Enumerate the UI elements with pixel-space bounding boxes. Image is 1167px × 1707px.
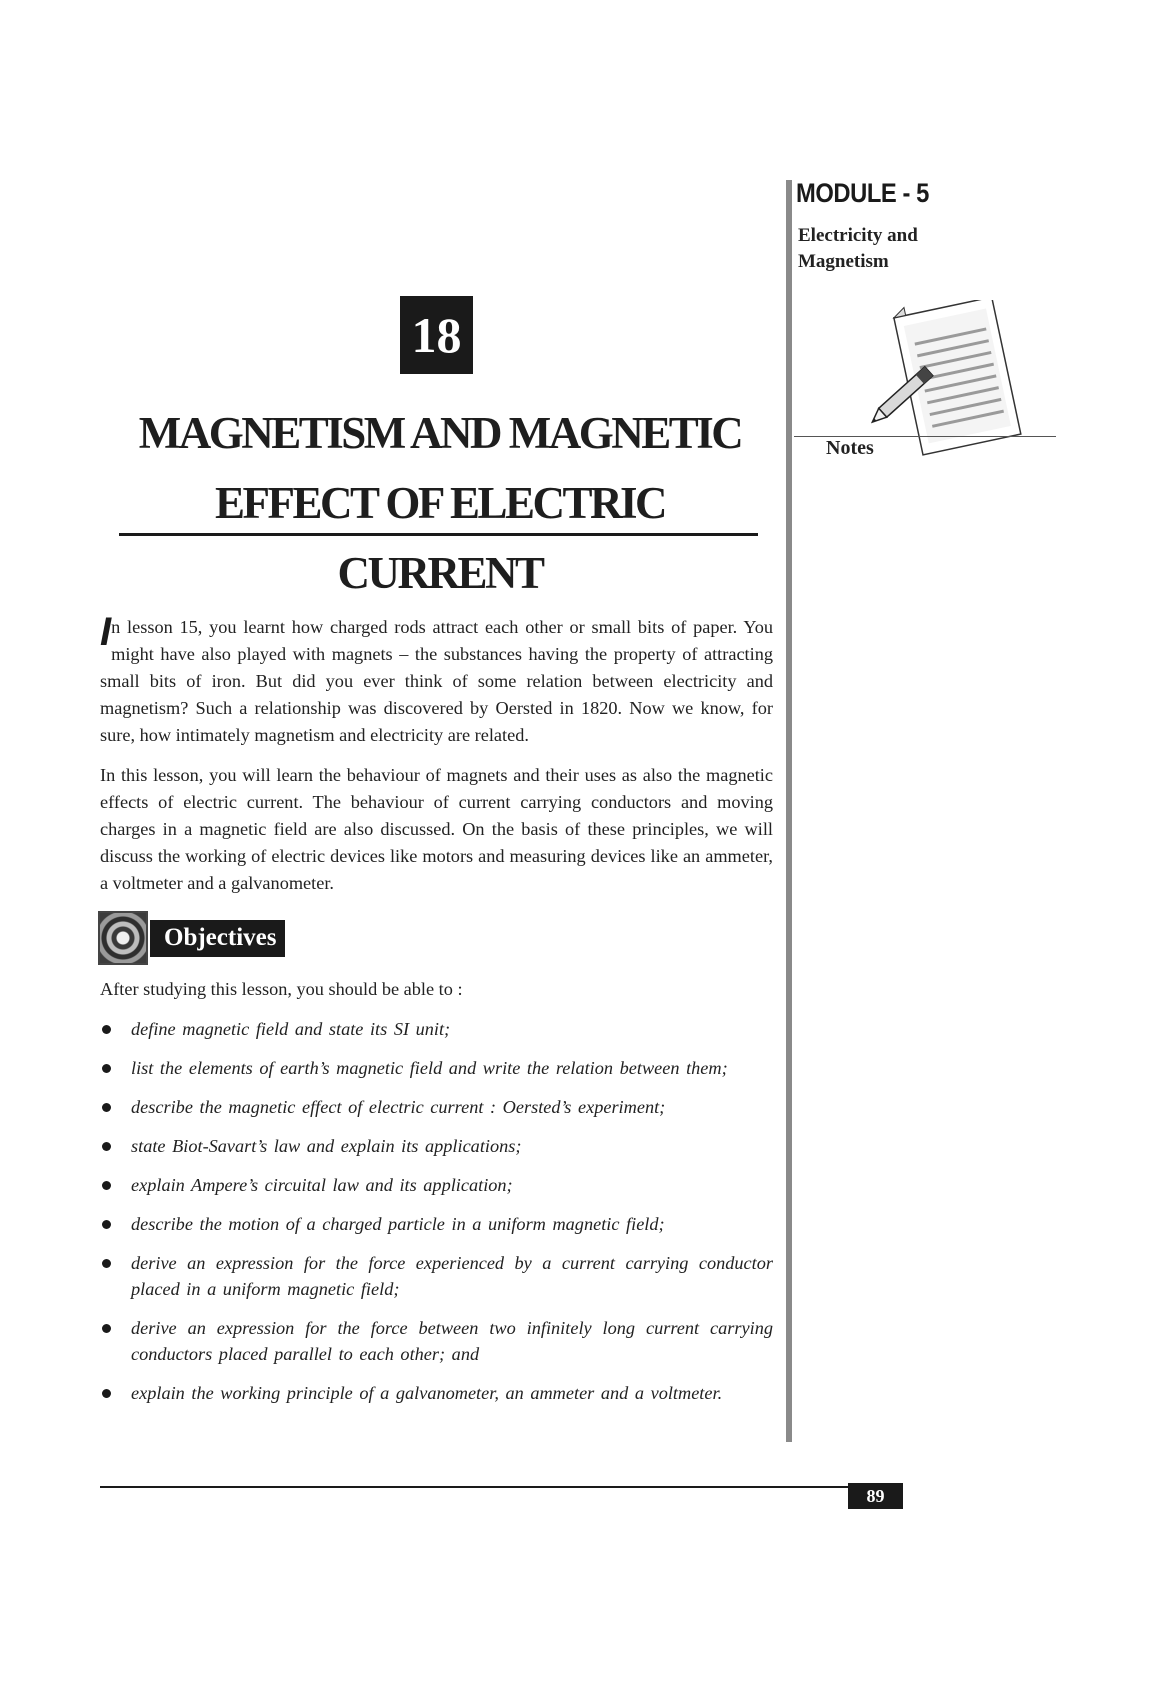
objectives-list <box>100 1016 773 1406</box>
chapter-title-line2: EFFECT OF ELECTRIC CURRENT <box>214 478 666 598</box>
bullet-icon <box>102 1025 111 1034</box>
bullet-icon <box>102 1324 111 1333</box>
footer-rule <box>100 1486 848 1488</box>
target-spiral-icon <box>98 911 148 965</box>
module-subject-line1: Electricity and <box>798 225 918 246</box>
objectives-heading: Objectives <box>150 920 285 957</box>
objectives-intro: After studying this lesson, you should be able to : <box>100 979 463 999</box>
objective-item: derive an expression for the force experienced by a current carrying conductor placed in a uniform magnetic field; <box>100 1250 773 1302</box>
bullet-icon <box>102 1389 111 1398</box>
objective-item: explain Ampere’s circuital law and its application; <box>100 1172 773 1198</box>
bullet-icon <box>102 1103 111 1112</box>
bullet-icon <box>102 1064 111 1073</box>
objective-item: explain the working principle of a galvanometer, an ammeter and a voltmeter. <box>100 1380 773 1406</box>
objective-item: describe the motion of a charged particle in a uniform magnetic field; <box>100 1211 773 1237</box>
objective-item: list the elements of earth’s magnetic field and write the relation between them; <box>100 1055 773 1081</box>
title-underline <box>119 533 758 536</box>
margin-divider <box>786 180 792 1442</box>
drop-cap: I <box>100 610 112 654</box>
intro-paragraph-2: In this lesson, you will learn the behaviour of magnets and their uses as also the magnetic effects of electric current. The behaviour of current carrying conductors and moving charges in a magnetic field are also discussed. On the basis of these principles, we will discuss the working of electric devices like motors and measuring devices like an ammeter, a voltmeter and a galvanometer. <box>100 765 773 893</box>
objective-item: describe the magnetic effect of electric current : Oersted’s experiment; <box>100 1094 773 1120</box>
objective-item: derive an expression for the force between two infinitely long current carrying conductors placed parallel to each other; and <box>100 1315 773 1367</box>
bullet-icon <box>102 1142 111 1151</box>
module-subject-line2: Magnetism <box>798 251 889 272</box>
notes-label: Notes <box>826 437 874 459</box>
page-number: 89 <box>848 1483 903 1509</box>
notepad-pencil-icon <box>868 300 1028 465</box>
intro-paragraph-1 <box>100 610 773 749</box>
chapter-title-line1: MAGNETISM AND MAGNETIC <box>138 408 742 458</box>
objective-item: state Biot-Savart’s law and explain its applications; <box>100 1133 773 1159</box>
bullet-icon <box>102 1181 111 1190</box>
bullet-icon <box>102 1220 111 1229</box>
objective-item: define magnetic field and state its SI unit; <box>100 1016 773 1042</box>
bullet-icon <box>102 1259 111 1268</box>
objectives-header <box>98 910 285 966</box>
module-label: MODULE - 5 <box>796 178 929 208</box>
intro-paragraph-1-text: n lesson 15, you learnt how charged rods attract each other or small bits of paper. You might have also played with magnets – the substances having the property of attracting small bits of iron. But did you ever think of some relation between electricity and magnetism? Such a relationship was discovered by Oersted in 1820. Now we know, for sure, how intimately magnetism and electricity are related. <box>100 617 773 745</box>
chapter-title <box>110 398 770 608</box>
chapter-number: 18 <box>400 296 473 374</box>
module-subject <box>798 223 918 275</box>
